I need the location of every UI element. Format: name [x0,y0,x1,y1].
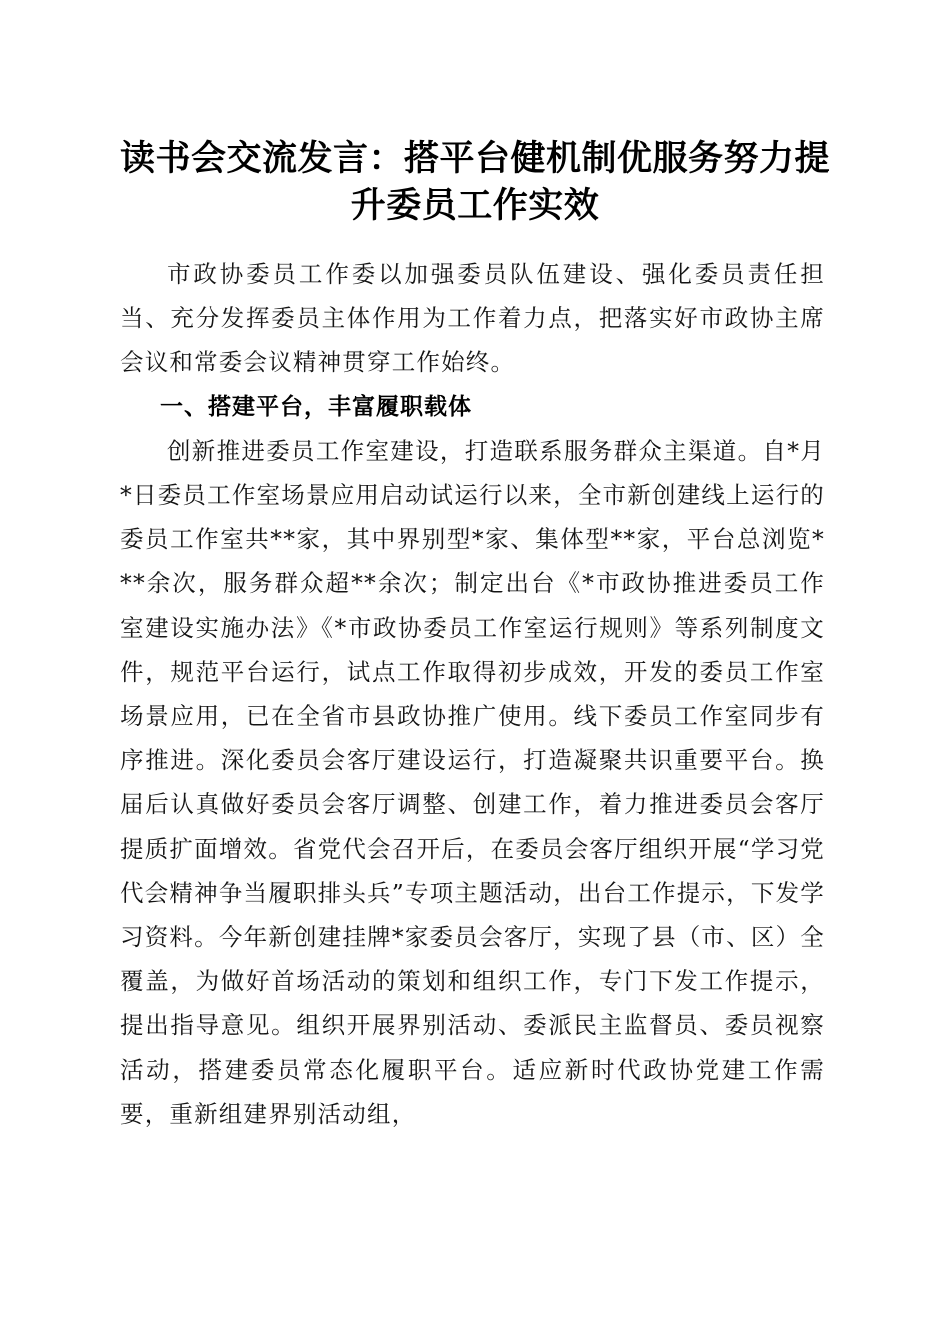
intro-paragraph: 市政协委员工作委以加强委员队伍建设、强化委员责任担当、充分发挥委员主体作用为工作着力点，把落实好市政协主席会议和常委会议精神贯穿工作始终。 [120,260,825,377]
title-line-1: 读书会交流发言：搭平台健机制优服务努力提 [119,138,830,179]
title-line-2: 升委员工作实效 [350,185,600,226]
document-title [100,135,850,229]
section-paragraph: 创新推进委员工作室建设，打造联系服务群众主渠道。自*月*日委员工作室场景应用启动试运行以来，全市新创建线上运行的委员工作室共**家，其中界别型*家、集体型**家，平台总浏览***余次，服务群众超**余次；制定出台《*市政协推进委员工作室建设实施办法》《*市政协委员工作室运行规则》等系列制度文件，规范平台运行，试点工作取得初步成效，开发的委员工作室场景应用，已在全省市县政协推广使用。线下委员工作室同步有序推进。深化委员会客厅建设运行，打造凝聚共识重要平台。换届后认真做好委员会客厅调整、创建工作，着力推进委员会客厅提质扩面增效。省党代会召开后，在委员会客厅组织开展“学习党代会精神争当履职排头兵”专项主题活动，出台工作提示，下发学习资料。今年新创建挂牌*家委员会客厅，实现了县（市、区）全覆盖，为做好首场活动的策划和组织工作，专门下发工作提示，提出指导意见。组织开展界别活动、委派民主监督员、委员视察活动，搭建委员常态化履职平台。适应新时代政协党建工作需要，重新组建界别活动组， [120,436,825,1128]
document-body [120,252,825,1136]
section-heading: 一、搭建平台，丰富履职载体 [160,393,472,420]
